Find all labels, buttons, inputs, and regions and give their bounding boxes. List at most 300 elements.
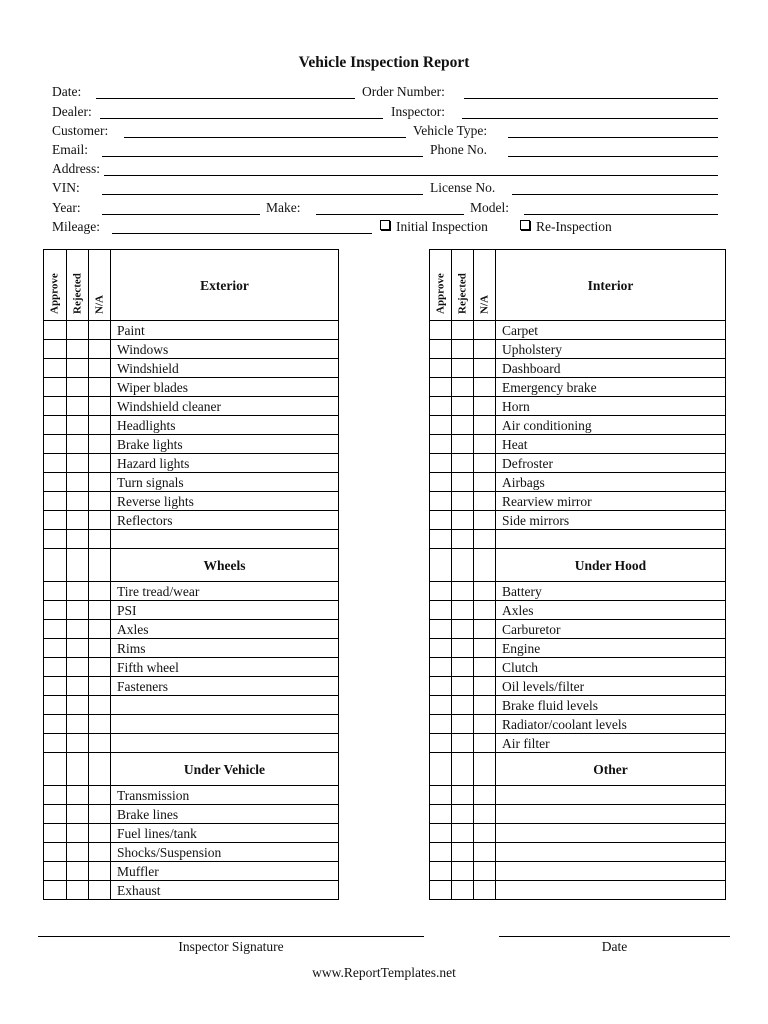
table-row bbox=[430, 321, 726, 340]
na-checkbox-cell[interactable] bbox=[474, 734, 496, 753]
rejected-checkbox-cell[interactable] bbox=[452, 862, 474, 881]
na-checkbox-cell[interactable] bbox=[474, 321, 496, 340]
na-checkbox-cell[interactable] bbox=[474, 473, 496, 492]
rejected-checkbox-cell[interactable] bbox=[452, 639, 474, 658]
na-column-header bbox=[474, 250, 496, 321]
header-row-date bbox=[52, 83, 718, 101]
table-row bbox=[430, 734, 726, 753]
approve-checkbox-cell[interactable] bbox=[430, 321, 452, 340]
item-label: Upholstery bbox=[496, 340, 726, 359]
inspector-label: Inspector: bbox=[391, 104, 445, 119]
item-label: Windshield bbox=[111, 359, 339, 378]
rejected-checkbox-cell[interactable] bbox=[452, 824, 474, 843]
na-checkbox-cell[interactable] bbox=[474, 843, 496, 862]
approve-checkbox-cell[interactable] bbox=[430, 454, 452, 473]
na-checkbox-cell[interactable] bbox=[89, 378, 111, 397]
rejected-checkbox-cell[interactable] bbox=[67, 378, 89, 397]
section-spacer-cell bbox=[430, 753, 452, 786]
approve-checkbox-cell[interactable] bbox=[44, 715, 67, 734]
approve-checkbox-cell[interactable] bbox=[430, 435, 452, 454]
approve-checkbox-cell[interactable] bbox=[430, 639, 452, 658]
na-checkbox-cell[interactable] bbox=[89, 805, 111, 824]
item-label: Oil levels/filter bbox=[496, 677, 726, 696]
approve-checkbox-cell[interactable] bbox=[44, 824, 67, 843]
rejected-checkbox-cell[interactable] bbox=[452, 677, 474, 696]
approve-checkbox-cell[interactable] bbox=[44, 530, 67, 549]
inspector-signature-line[interactable] bbox=[38, 936, 424, 937]
na-checkbox-cell[interactable] bbox=[89, 511, 111, 530]
mileage-label: Mileage: bbox=[52, 219, 100, 234]
item-label bbox=[111, 734, 339, 753]
license-label: License No. bbox=[430, 180, 496, 195]
approve-checkbox-cell[interactable] bbox=[44, 601, 67, 620]
vehicle-type-label: Vehicle Type: bbox=[413, 123, 488, 138]
item-label: Defroster bbox=[496, 454, 726, 473]
na-checkbox-cell[interactable] bbox=[474, 492, 496, 511]
order-number-label: Order Number: bbox=[362, 84, 445, 99]
item-label bbox=[111, 696, 339, 715]
na-checkbox-cell[interactable] bbox=[89, 843, 111, 862]
rejected-checkbox-cell[interactable] bbox=[452, 601, 474, 620]
approve-checkbox-cell[interactable] bbox=[430, 601, 452, 620]
na-checkbox-cell[interactable] bbox=[474, 435, 496, 454]
approve-checkbox-cell[interactable] bbox=[430, 359, 452, 378]
approve-checkbox-cell[interactable] bbox=[44, 359, 67, 378]
rejected-checkbox-cell[interactable] bbox=[67, 696, 89, 715]
approve-checkbox-cell[interactable] bbox=[430, 378, 452, 397]
rejected-checkbox-cell[interactable] bbox=[67, 824, 89, 843]
table-row bbox=[44, 696, 339, 715]
inspector-field[interactable] bbox=[462, 118, 718, 119]
section-header-interior bbox=[430, 250, 726, 321]
rejected-checkbox-cell[interactable] bbox=[67, 881, 89, 900]
na-checkbox-cell[interactable] bbox=[474, 416, 496, 435]
approve-checkbox-cell[interactable] bbox=[430, 340, 452, 359]
approve-checkbox-cell[interactable] bbox=[44, 862, 67, 881]
rejected-checkbox-cell[interactable] bbox=[452, 473, 474, 492]
approve-checkbox-cell[interactable] bbox=[44, 321, 67, 340]
item-label: Carpet bbox=[496, 321, 726, 340]
table-row bbox=[430, 715, 726, 734]
phone-field[interactable] bbox=[508, 156, 718, 157]
rejected-header-label: Rejected bbox=[71, 273, 83, 314]
na-checkbox-cell[interactable] bbox=[474, 340, 496, 359]
na-checkbox-cell[interactable] bbox=[89, 340, 111, 359]
na-checkbox-cell[interactable] bbox=[474, 805, 496, 824]
na-checkbox-cell[interactable] bbox=[89, 359, 111, 378]
header-row-mileage bbox=[52, 218, 718, 236]
rejected-checkbox-cell[interactable] bbox=[67, 620, 89, 639]
table-row bbox=[430, 843, 726, 862]
item-label bbox=[496, 805, 726, 824]
table-row bbox=[44, 416, 339, 435]
item-label: Heat bbox=[496, 435, 726, 454]
table-row bbox=[430, 530, 726, 549]
date-signature-line[interactable] bbox=[499, 936, 730, 937]
rejected-checkbox-cell[interactable] bbox=[67, 359, 89, 378]
approve-checkbox-cell[interactable] bbox=[44, 435, 67, 454]
header-row-customer bbox=[52, 122, 718, 140]
na-checkbox-cell[interactable] bbox=[89, 530, 111, 549]
na-checkbox-cell[interactable] bbox=[474, 824, 496, 843]
approve-checkbox-cell[interactable] bbox=[430, 881, 452, 900]
approve-checkbox-cell[interactable] bbox=[430, 843, 452, 862]
re-inspection-label: Re-Inspection bbox=[536, 219, 612, 234]
rejected-checkbox-cell[interactable] bbox=[452, 658, 474, 677]
rejected-checkbox-cell[interactable] bbox=[452, 620, 474, 639]
na-checkbox-cell[interactable] bbox=[89, 881, 111, 900]
interior-inspection-table bbox=[429, 249, 726, 900]
approve-checkbox-cell[interactable] bbox=[430, 492, 452, 511]
item-label: Rims bbox=[111, 639, 339, 658]
initial-inspection-checkbox[interactable] bbox=[380, 220, 390, 230]
item-label: Headlights bbox=[111, 416, 339, 435]
table-row bbox=[430, 601, 726, 620]
approve-checkbox-cell[interactable] bbox=[44, 378, 67, 397]
item-label: Rearview mirror bbox=[496, 492, 726, 511]
rejected-checkbox-cell[interactable] bbox=[67, 511, 89, 530]
approve-checkbox-cell[interactable] bbox=[44, 416, 67, 435]
header-row-address bbox=[52, 160, 718, 178]
na-checkbox-cell[interactable] bbox=[89, 601, 111, 620]
header-row-vin bbox=[52, 179, 718, 197]
approve-checkbox-cell[interactable] bbox=[44, 454, 67, 473]
item-label: Battery bbox=[496, 582, 726, 601]
footer-url: www.ReportTemplates.net bbox=[312, 965, 456, 980]
re-inspection-checkbox[interactable] bbox=[520, 220, 530, 230]
item-label: Radiator/coolant levels bbox=[496, 715, 726, 734]
section-spacer-cell bbox=[89, 549, 111, 582]
approve-checkbox-cell[interactable] bbox=[430, 473, 452, 492]
rejected-checkbox-cell[interactable] bbox=[67, 734, 89, 753]
initial-inspection-option[interactable] bbox=[380, 218, 488, 236]
item-label: Brake lines bbox=[111, 805, 339, 824]
rejected-checkbox-cell[interactable] bbox=[67, 843, 89, 862]
address-label: Address: bbox=[52, 161, 100, 176]
approve-checkbox-cell[interactable] bbox=[430, 620, 452, 639]
na-checkbox-cell[interactable] bbox=[474, 601, 496, 620]
na-checkbox-cell[interactable] bbox=[89, 435, 111, 454]
item-label: Emergency brake bbox=[496, 378, 726, 397]
approve-checkbox-cell[interactable] bbox=[44, 658, 67, 677]
item-label: Airbags bbox=[496, 473, 726, 492]
rejected-checkbox-cell[interactable] bbox=[452, 454, 474, 473]
approve-checkbox-cell[interactable] bbox=[430, 715, 452, 734]
na-checkbox-cell[interactable] bbox=[474, 677, 496, 696]
table-row bbox=[44, 454, 339, 473]
na-checkbox-cell[interactable] bbox=[89, 321, 111, 340]
na-checkbox-cell[interactable] bbox=[474, 397, 496, 416]
rejected-checkbox-cell[interactable] bbox=[67, 435, 89, 454]
item-label: Carburetor bbox=[496, 620, 726, 639]
na-checkbox-cell[interactable] bbox=[474, 639, 496, 658]
rejected-checkbox-cell[interactable] bbox=[67, 786, 89, 805]
approve-checkbox-cell[interactable] bbox=[430, 696, 452, 715]
item-label bbox=[496, 862, 726, 881]
table-row bbox=[44, 511, 339, 530]
table-row bbox=[44, 530, 339, 549]
na-checkbox-cell[interactable] bbox=[474, 620, 496, 639]
rejected-checkbox-cell[interactable] bbox=[67, 530, 89, 549]
table-row bbox=[430, 639, 726, 658]
item-label: Horn bbox=[496, 397, 726, 416]
make-field[interactable] bbox=[316, 214, 464, 215]
approve-checkbox-cell[interactable] bbox=[44, 734, 67, 753]
approve-checkbox-cell[interactable] bbox=[44, 677, 67, 696]
table-row bbox=[44, 677, 339, 696]
re-inspection-option[interactable] bbox=[520, 218, 612, 236]
item-label: Exhaust bbox=[111, 881, 339, 900]
item-label: Dashboard bbox=[496, 359, 726, 378]
year-field[interactable] bbox=[102, 214, 260, 215]
na-checkbox-cell[interactable] bbox=[89, 658, 111, 677]
table-row bbox=[430, 620, 726, 639]
approve-checkbox-cell[interactable] bbox=[430, 582, 452, 601]
approve-checkbox-cell[interactable] bbox=[430, 862, 452, 881]
table-row bbox=[44, 473, 339, 492]
table-row bbox=[44, 881, 339, 900]
section-title-under_hood: Under Hood bbox=[496, 549, 726, 582]
rejected-checkbox-cell[interactable] bbox=[452, 582, 474, 601]
section-spacer-cell bbox=[452, 549, 474, 582]
approve-checkbox-cell[interactable] bbox=[44, 511, 67, 530]
rejected-checkbox-cell[interactable] bbox=[67, 677, 89, 696]
table-row bbox=[430, 805, 726, 824]
table-row bbox=[430, 473, 726, 492]
approve-checkbox-cell[interactable] bbox=[44, 492, 67, 511]
table-row bbox=[44, 620, 339, 639]
table-row bbox=[44, 715, 339, 734]
rejected-checkbox-cell[interactable] bbox=[67, 658, 89, 677]
approve-checkbox-cell[interactable] bbox=[44, 805, 67, 824]
table-row bbox=[430, 786, 726, 805]
na-checkbox-cell[interactable] bbox=[474, 582, 496, 601]
table-row bbox=[44, 435, 339, 454]
na-header-label: N/A bbox=[93, 295, 105, 314]
rejected-checkbox-cell[interactable] bbox=[452, 397, 474, 416]
table-row bbox=[430, 378, 726, 397]
na-checkbox-cell[interactable] bbox=[474, 359, 496, 378]
table-row bbox=[44, 639, 339, 658]
na-checkbox-cell[interactable] bbox=[89, 620, 111, 639]
rejected-checkbox-cell[interactable] bbox=[67, 715, 89, 734]
mileage-field[interactable] bbox=[112, 233, 372, 234]
section-title-other: Other bbox=[496, 753, 726, 786]
approve-checkbox-cell[interactable] bbox=[44, 582, 67, 601]
rejected-checkbox-cell[interactable] bbox=[452, 492, 474, 511]
section-header-under_vehicle bbox=[44, 753, 339, 786]
table-row bbox=[44, 397, 339, 416]
approve-checkbox-cell[interactable] bbox=[430, 824, 452, 843]
rejected-checkbox-cell[interactable] bbox=[67, 639, 89, 658]
dealer-field[interactable] bbox=[100, 118, 383, 119]
rejected-checkbox-cell[interactable] bbox=[452, 416, 474, 435]
approve-checkbox-cell[interactable] bbox=[430, 530, 452, 549]
table-row bbox=[44, 786, 339, 805]
rejected-checkbox-cell[interactable] bbox=[452, 435, 474, 454]
approve-checkbox-cell[interactable] bbox=[430, 677, 452, 696]
approve-checkbox-cell[interactable] bbox=[430, 786, 452, 805]
table-row bbox=[430, 397, 726, 416]
table-row bbox=[44, 321, 339, 340]
na-checkbox-cell[interactable] bbox=[474, 530, 496, 549]
item-label: Wiper blades bbox=[111, 378, 339, 397]
dealer-label: Dealer: bbox=[52, 104, 92, 119]
na-checkbox-cell[interactable] bbox=[474, 862, 496, 881]
na-checkbox-cell[interactable] bbox=[89, 824, 111, 843]
section-spacer-cell bbox=[474, 549, 496, 582]
rejected-checkbox-cell[interactable] bbox=[452, 378, 474, 397]
rejected-checkbox-cell[interactable] bbox=[67, 582, 89, 601]
na-checkbox-cell[interactable] bbox=[89, 696, 111, 715]
na-checkbox-cell[interactable] bbox=[474, 786, 496, 805]
rejected-checkbox-cell[interactable] bbox=[67, 492, 89, 511]
approve-checkbox-cell[interactable] bbox=[44, 696, 67, 715]
na-checkbox-cell[interactable] bbox=[89, 397, 111, 416]
table-row bbox=[44, 658, 339, 677]
address-field[interactable] bbox=[104, 175, 718, 176]
rejected-checkbox-cell[interactable] bbox=[67, 321, 89, 340]
date-field[interactable] bbox=[96, 98, 355, 99]
rejected-checkbox-cell[interactable] bbox=[452, 881, 474, 900]
na-checkbox-cell[interactable] bbox=[474, 881, 496, 900]
rejected-checkbox-cell[interactable] bbox=[67, 601, 89, 620]
item-label: Side mirrors bbox=[496, 511, 726, 530]
approve-checkbox-cell[interactable] bbox=[44, 620, 67, 639]
email-field[interactable] bbox=[102, 156, 423, 157]
rejected-checkbox-cell[interactable] bbox=[452, 530, 474, 549]
item-label: Transmission bbox=[111, 786, 339, 805]
item-label bbox=[496, 843, 726, 862]
header-row-email bbox=[52, 141, 718, 159]
section-header-under_hood bbox=[430, 549, 726, 582]
customer-label: Customer: bbox=[52, 123, 109, 138]
item-label: Axles bbox=[496, 601, 726, 620]
vehicle-type-field[interactable] bbox=[508, 137, 718, 138]
item-label: Windows bbox=[111, 340, 339, 359]
approve-checkbox-cell[interactable] bbox=[430, 658, 452, 677]
section-title-wheels: Wheels bbox=[111, 549, 339, 582]
rejected-checkbox-cell[interactable] bbox=[452, 843, 474, 862]
item-label bbox=[111, 715, 339, 734]
rejected-checkbox-cell[interactable] bbox=[67, 454, 89, 473]
license-field[interactable] bbox=[512, 194, 718, 195]
table-row bbox=[44, 843, 339, 862]
item-label bbox=[496, 881, 726, 900]
approve-checkbox-cell[interactable] bbox=[44, 473, 67, 492]
table-row bbox=[430, 340, 726, 359]
item-label: Fasteners bbox=[111, 677, 339, 696]
rejected-checkbox-cell[interactable] bbox=[67, 805, 89, 824]
rejected-checkbox-cell[interactable] bbox=[452, 805, 474, 824]
rejected-checkbox-cell[interactable] bbox=[452, 715, 474, 734]
rejected-column-header bbox=[67, 250, 89, 321]
rejected-checkbox-cell[interactable] bbox=[452, 786, 474, 805]
na-checkbox-cell[interactable] bbox=[89, 862, 111, 881]
section-header-wheels bbox=[44, 549, 339, 582]
na-checkbox-cell[interactable] bbox=[474, 715, 496, 734]
section-title-exterior: Exterior bbox=[111, 250, 339, 321]
na-checkbox-cell[interactable] bbox=[474, 696, 496, 715]
model-label: Model: bbox=[470, 200, 509, 215]
approve-checkbox-cell[interactable] bbox=[44, 397, 67, 416]
customer-field[interactable] bbox=[124, 137, 406, 138]
na-checkbox-cell[interactable] bbox=[89, 734, 111, 753]
item-label: Shocks/Suspension bbox=[111, 843, 339, 862]
na-checkbox-cell[interactable] bbox=[474, 454, 496, 473]
approve-checkbox-cell[interactable] bbox=[44, 881, 67, 900]
item-label: Air filter bbox=[496, 734, 726, 753]
section-spacer-cell bbox=[89, 753, 111, 786]
rejected-checkbox-cell[interactable] bbox=[452, 340, 474, 359]
na-checkbox-cell[interactable] bbox=[89, 786, 111, 805]
rejected-checkbox-cell[interactable] bbox=[452, 696, 474, 715]
rejected-checkbox-cell[interactable] bbox=[67, 473, 89, 492]
na-checkbox-cell[interactable] bbox=[89, 416, 111, 435]
rejected-checkbox-cell[interactable] bbox=[452, 321, 474, 340]
approve-checkbox-cell[interactable] bbox=[430, 416, 452, 435]
item-label bbox=[496, 786, 726, 805]
approve-checkbox-cell[interactable] bbox=[44, 843, 67, 862]
approve-checkbox-cell[interactable] bbox=[44, 786, 67, 805]
table-row bbox=[44, 340, 339, 359]
na-checkbox-cell[interactable] bbox=[474, 378, 496, 397]
approve-header-label: Approve bbox=[48, 273, 61, 314]
approve-checkbox-cell[interactable] bbox=[430, 734, 452, 753]
na-checkbox-cell[interactable] bbox=[89, 454, 111, 473]
na-checkbox-cell[interactable] bbox=[89, 639, 111, 658]
approve-checkbox-cell[interactable] bbox=[430, 397, 452, 416]
item-label: Reverse lights bbox=[111, 492, 339, 511]
rejected-checkbox-cell[interactable] bbox=[67, 397, 89, 416]
na-checkbox-cell[interactable] bbox=[474, 511, 496, 530]
item-label: Fifth wheel bbox=[111, 658, 339, 677]
vin-field[interactable] bbox=[102, 194, 423, 195]
na-checkbox-cell[interactable] bbox=[89, 677, 111, 696]
table-row bbox=[430, 416, 726, 435]
order-number-field[interactable] bbox=[464, 98, 718, 99]
item-label bbox=[111, 530, 339, 549]
item-label: Turn signals bbox=[111, 473, 339, 492]
item-label bbox=[496, 530, 726, 549]
table-row bbox=[44, 359, 339, 378]
model-field[interactable] bbox=[524, 214, 718, 215]
approve-checkbox-cell[interactable] bbox=[430, 511, 452, 530]
na-checkbox-cell[interactable] bbox=[89, 492, 111, 511]
rejected-checkbox-cell[interactable] bbox=[452, 734, 474, 753]
rejected-checkbox-cell[interactable] bbox=[67, 340, 89, 359]
table-row bbox=[430, 511, 726, 530]
rejected-checkbox-cell[interactable] bbox=[67, 862, 89, 881]
table-row bbox=[44, 582, 339, 601]
date-signature-label: Date bbox=[601, 939, 628, 954]
na-checkbox-cell[interactable] bbox=[89, 473, 111, 492]
na-checkbox-cell[interactable] bbox=[474, 658, 496, 677]
rejected-checkbox-cell[interactable] bbox=[452, 511, 474, 530]
approve-checkbox-cell[interactable] bbox=[44, 639, 67, 658]
table-row bbox=[430, 435, 726, 454]
section-header-other bbox=[430, 753, 726, 786]
email-label: Email: bbox=[52, 142, 88, 157]
rejected-checkbox-cell[interactable] bbox=[452, 359, 474, 378]
approve-checkbox-cell[interactable] bbox=[430, 805, 452, 824]
date-label: Date: bbox=[52, 84, 82, 99]
rejected-checkbox-cell[interactable] bbox=[67, 416, 89, 435]
na-checkbox-cell[interactable] bbox=[89, 582, 111, 601]
section-spacer-cell bbox=[430, 549, 452, 582]
na-checkbox-cell[interactable] bbox=[89, 715, 111, 734]
approve-checkbox-cell[interactable] bbox=[44, 340, 67, 359]
